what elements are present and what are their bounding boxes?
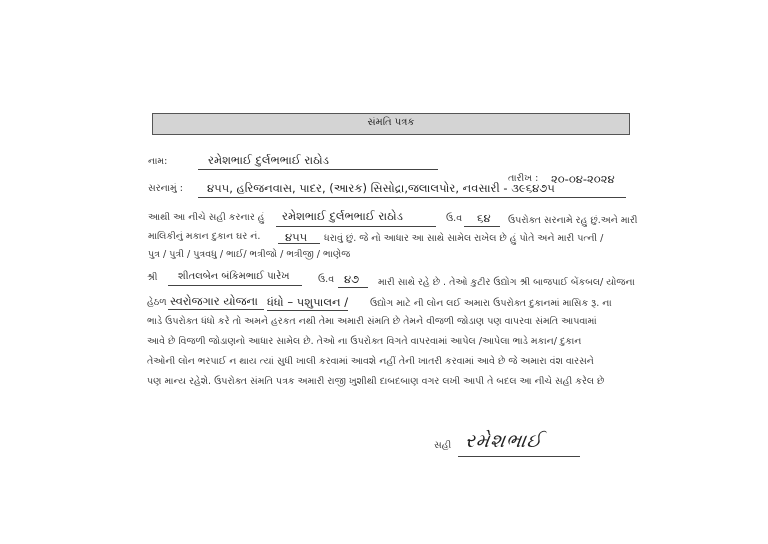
p2-trade-value: ધંધો – પશુપાલન / bbox=[267, 295, 349, 309]
p2-line6-text: પણ માન્ય રહેશે. ઉપરોક્ત સંમતિ પત્રક અમારી રાજી ખુશીથી દાબદબાણ વગર લખી આપી તે બદલ આ નીચે સહી કરેલ છે bbox=[147, 376, 605, 387]
p1-age-value: ૬૪ bbox=[477, 211, 491, 225]
p1-line2-text-end: ધરાવું છું. જે નો આધાર આ સાથે સામેલ રાખેલ છે હું પોતે અને મારી પત્ની / bbox=[324, 233, 604, 244]
signature: રમેશભાઈ bbox=[463, 430, 544, 452]
address-label: સરનામું : bbox=[148, 183, 183, 194]
p2-age-label: ઉ.વ bbox=[318, 274, 335, 285]
date-label: તારીખ : bbox=[508, 173, 539, 184]
signature-underline bbox=[458, 456, 580, 457]
address-value: ૪૫૫, હરિજનવાસ, પાદર, (આરક) સિસોદ્રા,જલાલપોર, નવસારી - ૩૯૬૪૭૫ bbox=[207, 181, 555, 195]
p1-line1-text-end: ઉપરોક્ત સરનામે રહુ છું.અને મારી bbox=[508, 215, 638, 226]
p2-line2-head: હેઠળ bbox=[147, 297, 167, 308]
name-label: નામ: bbox=[148, 156, 168, 167]
p2-shri-label: શ્રી bbox=[147, 272, 158, 283]
p2-line2-text-end: ઉદ્યોગ માટે ની લોન લઈ અમારા ઉપરોક્ત દુકાનમાં માસિક રૂ. ના bbox=[370, 298, 612, 309]
p2-line5-text: તેઓની લોન ભરપાઈ ન થાય ત્યાં સુધી ખાલી કરવામાં આવશે નહીં તેની ખાતરી કરવામાં આવે છે જે અમારા વંશ વારસને bbox=[147, 356, 594, 367]
p1-age-underline bbox=[464, 226, 500, 227]
address-underline bbox=[198, 197, 626, 198]
p1-age-label: ઉ.વ bbox=[446, 213, 463, 224]
p2-line4-text: આવે છે વિજળી જોડાણનો આધાર સામેલ છે. તેઓ ના ઉપરોક્ત વિગતે વાપરવામાં આપેલ /આપેલા ભાડે મકાન/ દુકાન bbox=[147, 336, 582, 347]
p2-line1-text-end: મારી સાથે રહે છે . તેઓ કુટીર ઉદ્યોગ શ્રી બાજપાઈ બેંકબલ/ યોજના bbox=[378, 277, 635, 288]
p1-line1-text: આથી આ નીચે સહી કરનાર હું bbox=[148, 212, 265, 223]
p1-house-no-value: ૪૫૫ bbox=[285, 230, 308, 244]
p2-scheme-value: સ્વરોજગાર યોજના bbox=[170, 294, 258, 308]
p2-age-value: ૪૭ bbox=[344, 272, 360, 286]
p1-line3-text: પુત્ર / પુત્રી / પુત્રવધુ / ભાઈ/ ભત્રીજો / ભત્રીજી / ભાણેજ bbox=[148, 249, 351, 260]
p2-name-value: શીતલબેન બંકિમભાઈ પારેખ bbox=[178, 271, 290, 282]
date-value: ૨૦-૦૪-૨૦૨૪ bbox=[551, 172, 615, 186]
document-title-bar bbox=[152, 113, 630, 135]
p1-name-value: રમેશભાઈ દુર્લભભાઈ રાઠોડ bbox=[282, 209, 403, 223]
p2-line3-text: ભાડે ઉપરોક્ત ધંધો કરે તો અમને હરકત નથી તેમા અમારી સંમતિ છે તેમને વીજળી જોડાણ પણ વાપરવા સંમતિ આપવામાં bbox=[147, 316, 597, 327]
name-underline bbox=[198, 169, 438, 170]
name-value: રમેશભાઈ દુર્લભભાઈ રાઠોડ bbox=[208, 153, 329, 167]
p2-name-underline bbox=[168, 285, 302, 286]
p2-scheme-underline bbox=[168, 309, 264, 310]
p1-name-underline bbox=[276, 226, 436, 227]
p1-line2-text: માલિકીનું મકાન દુકાન ઘર નં. bbox=[148, 231, 261, 242]
signature-label: સહી bbox=[434, 440, 452, 451]
document-title: સંમતિ પત્રક bbox=[367, 117, 415, 128]
p2-age-underline bbox=[338, 287, 368, 288]
